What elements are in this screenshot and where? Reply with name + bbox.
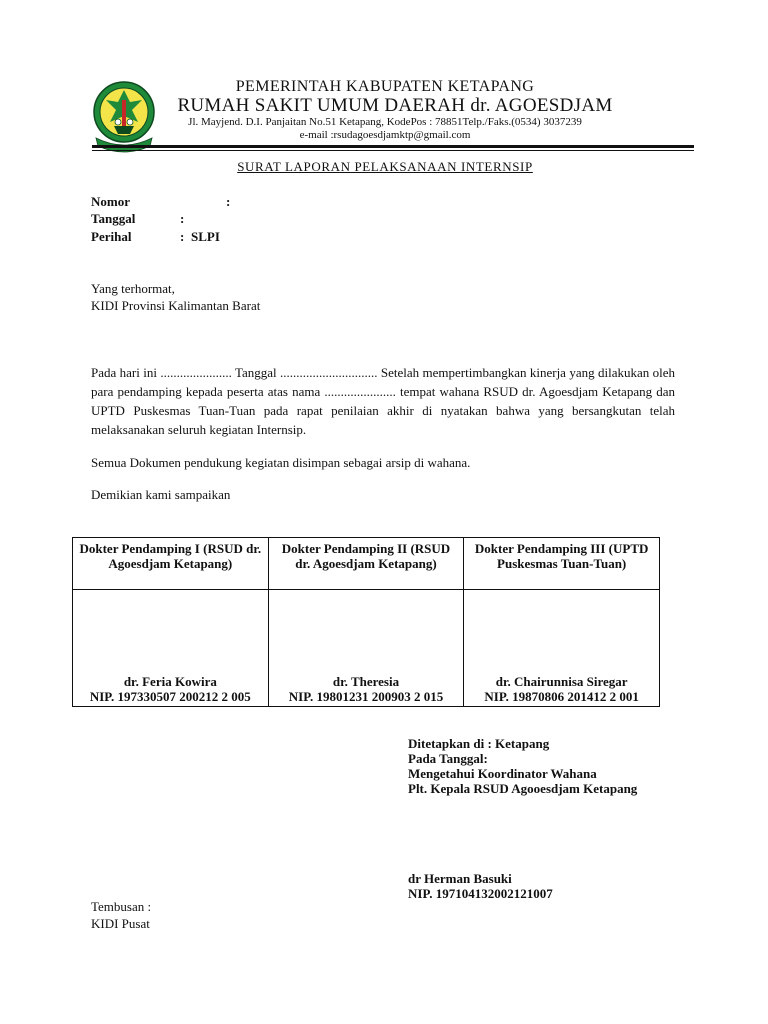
signer-name: dr. Theresia — [332, 674, 400, 689]
meta-colon: : — [180, 211, 185, 226]
table-row — [73, 590, 660, 707]
body-paragraph-1: Pada hari ini ...................... Tanggal .............................. Setelah mempertimbangkan kinerja yang dilakukan oleh para pendamping kepada peserta atas nama ...................... tempat wahana RSUD dr. Agoesdjam Ketapang dan UPTD Puskesmas Tuan-Tuan pada rapat penilaian akhir di nyatakan bahwa yang bersangkutan telah melaksanakan seluruh kegiatan Internsip. — [91, 365, 675, 437]
approval-place: Ditetapkan di : Ketapang — [408, 736, 550, 751]
signer-nip: NIP. 19801231 200903 2 015 — [288, 689, 444, 704]
letterhead-address: Jl. Mayjend. D.I. Panjaitan No.51 Ketapang, KodePos : 78851Telp./Faks.(0534) 3037239 — [188, 116, 582, 128]
signature-cell — [268, 590, 464, 707]
table-header-cell: Dokter Pendamping I (RSUD dr. Agoesdjam Ketapang) — [73, 538, 269, 590]
letterhead-government: PEMERINTAH KABUPATEN KETAPANG — [235, 78, 535, 95]
body-paragraph-2: Semua Dokumen pendukung kegiatan disimpan sebagai arsip di wahana. — [91, 455, 471, 470]
meta-colon: : — [180, 229, 185, 244]
meta-tanggal-label: Tanggal — [91, 211, 136, 226]
meta-nomor-label: Nomor — [91, 194, 130, 209]
letterhead-email: e-mail :rsudagoesdjamktp@gmail.com — [299, 129, 471, 141]
signer-nip: NIP. 197330507 200212 2 005 — [89, 689, 251, 704]
meta-perihal-value: SLPI — [191, 229, 220, 244]
meta-colon: : — [226, 194, 231, 209]
table-header-cell: Dokter Pendamping III (UPTD Puskesmas Tuan-Tuan) — [464, 538, 660, 590]
approval-signer-nip: NIP. 197104132002121007 — [408, 886, 553, 901]
salutation-greeting: Yang terhormat, — [91, 281, 175, 296]
approval-acknowledge: Mengetahui Koordinator Wahana — [408, 766, 597, 781]
signature-cell — [73, 590, 269, 707]
signature-table — [72, 537, 660, 707]
signer-name: dr. Feria Kowira — [123, 674, 217, 689]
cc-label: Tembusan : — [91, 899, 152, 914]
body-paragraph-3: Demikian kami sampaikan — [91, 487, 231, 502]
approval-signer-name: dr Herman Basuki — [408, 871, 512, 886]
approval-date: Pada Tanggal: — [408, 751, 488, 766]
signer-nip: NIP. 19870806 201412 2 001 — [484, 689, 639, 704]
signature-cell — [464, 590, 660, 707]
letterhead-hospital-name: RUMAH SAKIT UMUM DAERAH dr. AGOESDJAM — [177, 95, 613, 116]
signer-name: dr. Chairunnisa Siregar — [495, 674, 628, 689]
meta-perihal-label: Perihal — [91, 229, 132, 244]
table-header-cell: Dokter Pendamping II (RSUD dr. Agoesdjam Ketapang) — [268, 538, 464, 590]
approval-position: Plt. Kepala RSUD Agooesdjam Ketapang — [408, 781, 638, 796]
letterhead-divider-thin — [92, 150, 694, 151]
letterhead-divider — [92, 145, 694, 148]
table-row — [73, 538, 660, 590]
document-title: SURAT LAPORAN PELAKSANAAN INTERNSIP — [237, 159, 533, 174]
salutation-recipient: KIDI Provinsi Kalimantan Barat — [91, 298, 261, 313]
cc-recipient: KIDI Pusat — [91, 916, 150, 931]
